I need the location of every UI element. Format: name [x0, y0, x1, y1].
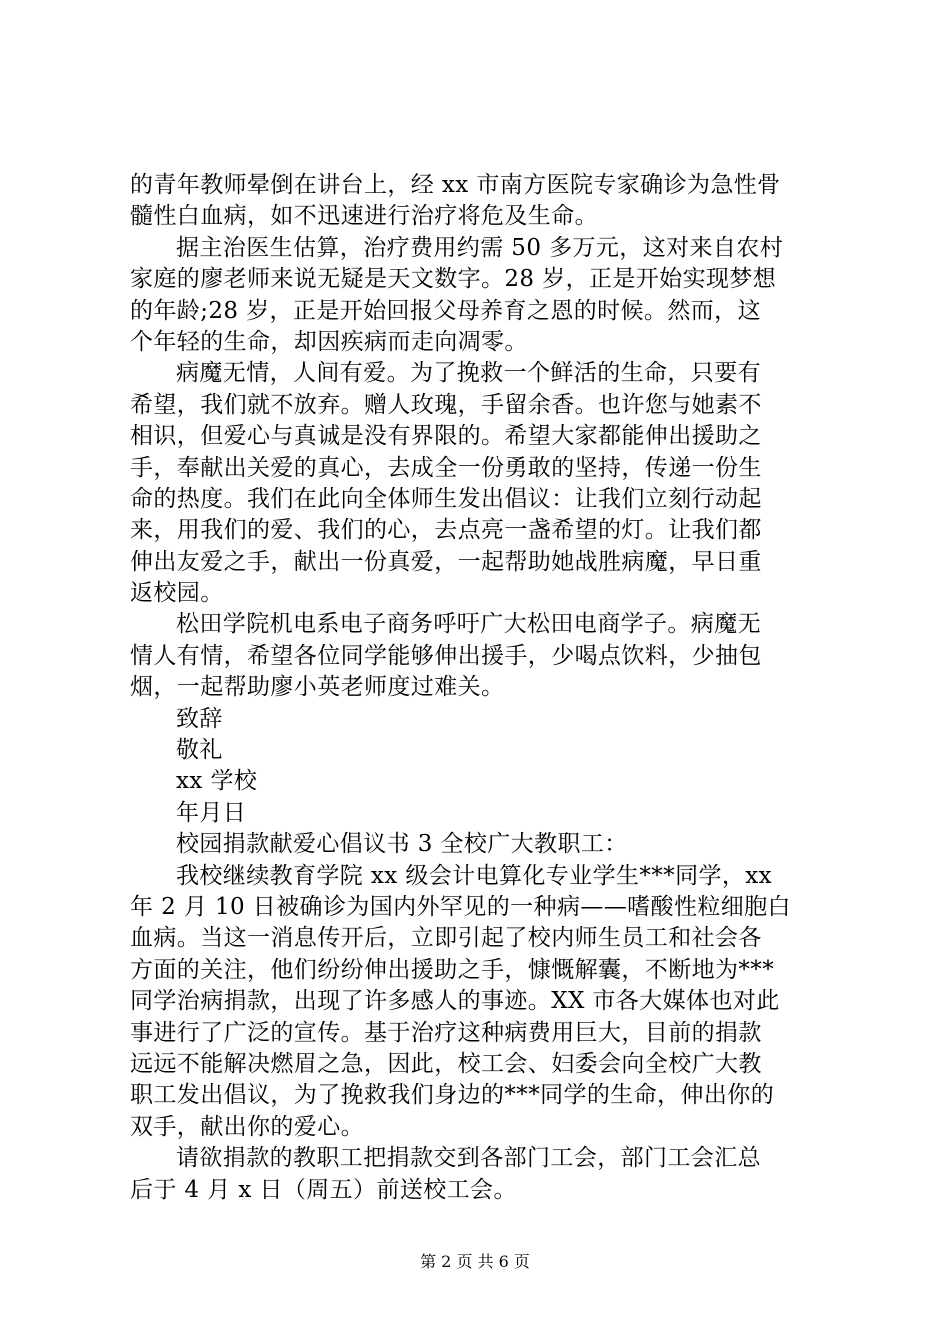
text-line: 据主治医生估算，治疗费用约需 50 多万元，这对来自农村	[176, 234, 784, 261]
text-line: 年月日	[176, 799, 247, 826]
text-line: 血病。当这一消息传开后，立即引起了校内师生员工和社会各	[130, 925, 762, 952]
text-line: 家庭的廖老师来说无疑是天文数字。28 岁，正是开始实现梦想	[130, 266, 777, 293]
text-line: 我校继续教育学院 xx 级会计电算化专业学生***同学，xx	[176, 862, 773, 889]
document-body	[130, 170, 830, 1206]
text-line: 松田学院机电系电子商务呼吁广大松田电商学子。病魔无	[176, 611, 761, 638]
text-line: 的年龄;28 岁，正是开始回报父母养育之恩的时候。然而，这	[130, 297, 761, 324]
text-line: 手，奉献出关爱的真心，去成全一份勇敢的坚持，传递一份生	[130, 454, 762, 481]
text-line: 年 2 月 10 日被确诊为国内外罕见的一种病——嗜酸性粒细胞白	[130, 893, 791, 920]
text-line: 致辞	[176, 705, 223, 732]
page-footer: 第 2 页 共 6 页	[420, 1252, 530, 1271]
text-line: 情人有情，希望各位同学能够伸出援手，少喝点饮料，少抽包	[130, 642, 762, 669]
text-line: 后于 4 月 x 日（周五）前送校工会。	[130, 1176, 517, 1203]
text-line: 的青年教师晕倒在讲台上，经 xx 市南方医院专家确诊为急性骨	[130, 172, 781, 198]
text-line: 请欲捐款的教职工把捐款交到各部门工会，部门工会汇总	[176, 1145, 761, 1172]
text-line: xx 学校	[176, 768, 258, 795]
text-line: 远远不能解决燃眉之急，因此，校工会、妇委会向全校广大教	[130, 1050, 762, 1077]
text-line: 命的热度。我们在此向全体师生发出倡议：让我们立刻行动起	[130, 485, 762, 512]
text-line: 双手，献出你的爱心。	[130, 1113, 364, 1140]
text-line: 相识，但爱心与真诚是没有界限的。希望大家都能伸出援助之	[130, 423, 762, 450]
text-line: 方面的关注，他们纷纷伸出援助之手，慷慨解囊，不断地为***	[130, 956, 775, 983]
text-line: 来，用我们的爱、我们的心，去点亮一盏希望的灯。让我们都	[130, 517, 762, 544]
text-line: 髓性白血病，如不迅速进行治疗将危及生命。	[130, 203, 598, 230]
text-line: 校园捐款献爱心倡议书 3 全校广大教职工：	[176, 831, 628, 858]
text-line: 病魔无情，人间有爱。为了挽救一个鲜活的生命，只要有	[176, 360, 761, 387]
text-line: 烟，一起帮助廖小英老师度过难关。	[130, 674, 505, 701]
text-line: 伸出友爱之手，献出一份真爱，一起帮助她战胜病魔，早日重	[130, 548, 762, 575]
text-line: 希望，我们就不放弃。赠人玫瑰，手留余香。也许您与她素不	[130, 391, 762, 418]
text-line: 敬礼	[176, 737, 223, 764]
text-line: 同学治病捐款，出现了许多感人的事迹。XX 市各大媒体也对此	[130, 988, 780, 1015]
text-line: 职工发出倡议，为了挽救我们身边的***同学的生命，伸出你的	[130, 1082, 775, 1109]
text-line: 事进行了广泛的宣传。基于治疗这种病费用巨大，目前的捐款	[130, 1019, 762, 1046]
text-line: 个年轻的生命，却因疾病而走向凋零。	[130, 328, 528, 355]
text-line: 返校园。	[130, 580, 224, 607]
